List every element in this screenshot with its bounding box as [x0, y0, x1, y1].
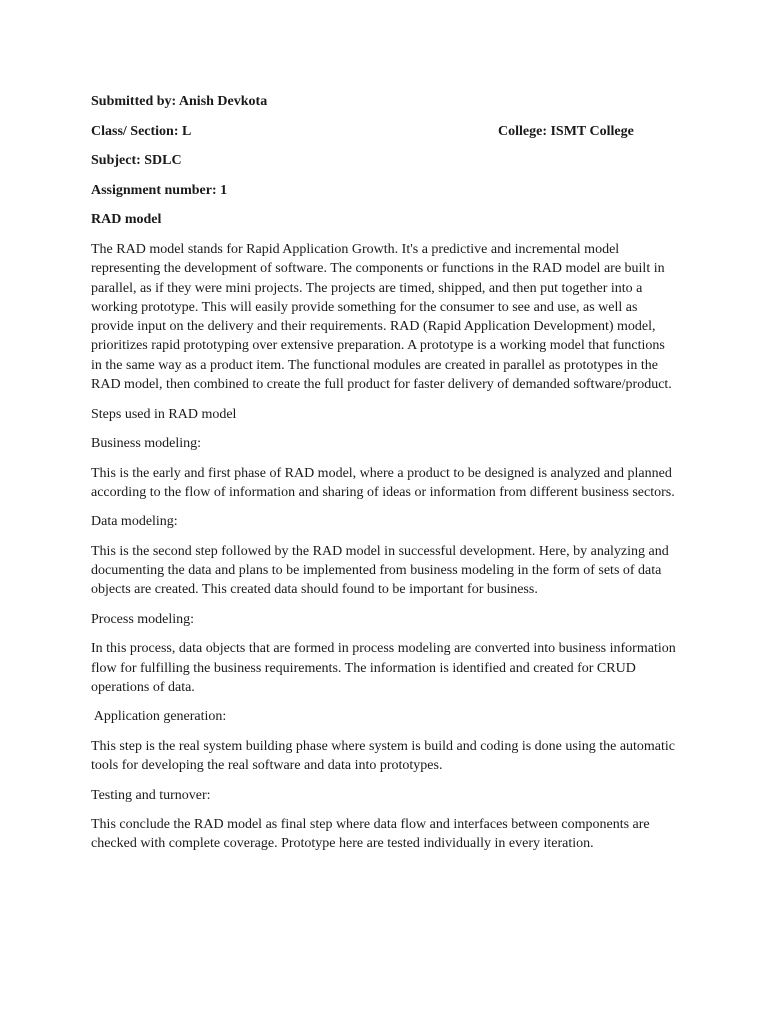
submitted-by: Submitted by: Anish Devkota	[91, 94, 268, 109]
step-text: This step is the real system building phase where system is build and coding is done using the automatic tools for developing the real software and data into prototypes.	[91, 738, 676, 774]
subject: Subject: SDLC	[91, 153, 182, 169]
step-text: This conclude the RAD model as final step where data flow and interfaces between components are checked with complete coverage. Prototype here are tested individually in every iteration.	[91, 817, 650, 852]
college: College: ISMT College	[498, 123, 634, 139]
assignment-number: Assignment number: 1	[91, 182, 228, 198]
step-title: Application generation:	[91, 709, 227, 725]
step-title: Data modeling:	[91, 514, 178, 530]
step-title: Process modeling:	[91, 611, 195, 627]
step-text: In this process, data objects that are formed in process modeling are converted into business information flow for fulfilling the business requirements. The information is identified and created for CRUD operations of data.	[91, 641, 676, 695]
step-title: Testing and turnover:	[91, 787, 211, 803]
step-text: This is the second step followed by the RAD model in successful development. Here, by analyzing and documenting the data and plans to be implemented from business modeling in the form of sets of data objects are created. This created data should found to be important for business.	[91, 543, 669, 598]
intro-paragraph: The RAD model stands for Rapid Application Growth. It's a predictive and incremental model representing the development of software. The components or functions in the RAD model are built in parallel, as if they were mini projects. The projects are timed, shipped, and then put together into a working prototype. This will easily provide something for the consumer to see and use, as well as provide input on the delivery and their requirements. RAD (Rapid Application Development) model, prioritizes rapid prototyping over extensive preparation. A prototype is a working model that functions in the same way as a product item. The functional modules are created in parallel as prototypes in the RAD model, then combined to create the full product for faster delivery of demanded software/product.	[91, 241, 672, 393]
document-title: RAD model	[91, 212, 162, 228]
class-section: Class/ Section: L	[91, 123, 192, 139]
step-text: This is the early and first phase of RAD model, where a product to be designed is analyzed and planned according to the flow of information and sharing of ideas or information from different business sectors.	[91, 465, 675, 500]
step-title: Business modeling:	[91, 436, 202, 452]
document-content	[91, 92, 677, 864]
class-college-line	[91, 122, 677, 141]
steps-heading: Steps used in RAD model	[91, 406, 237, 422]
